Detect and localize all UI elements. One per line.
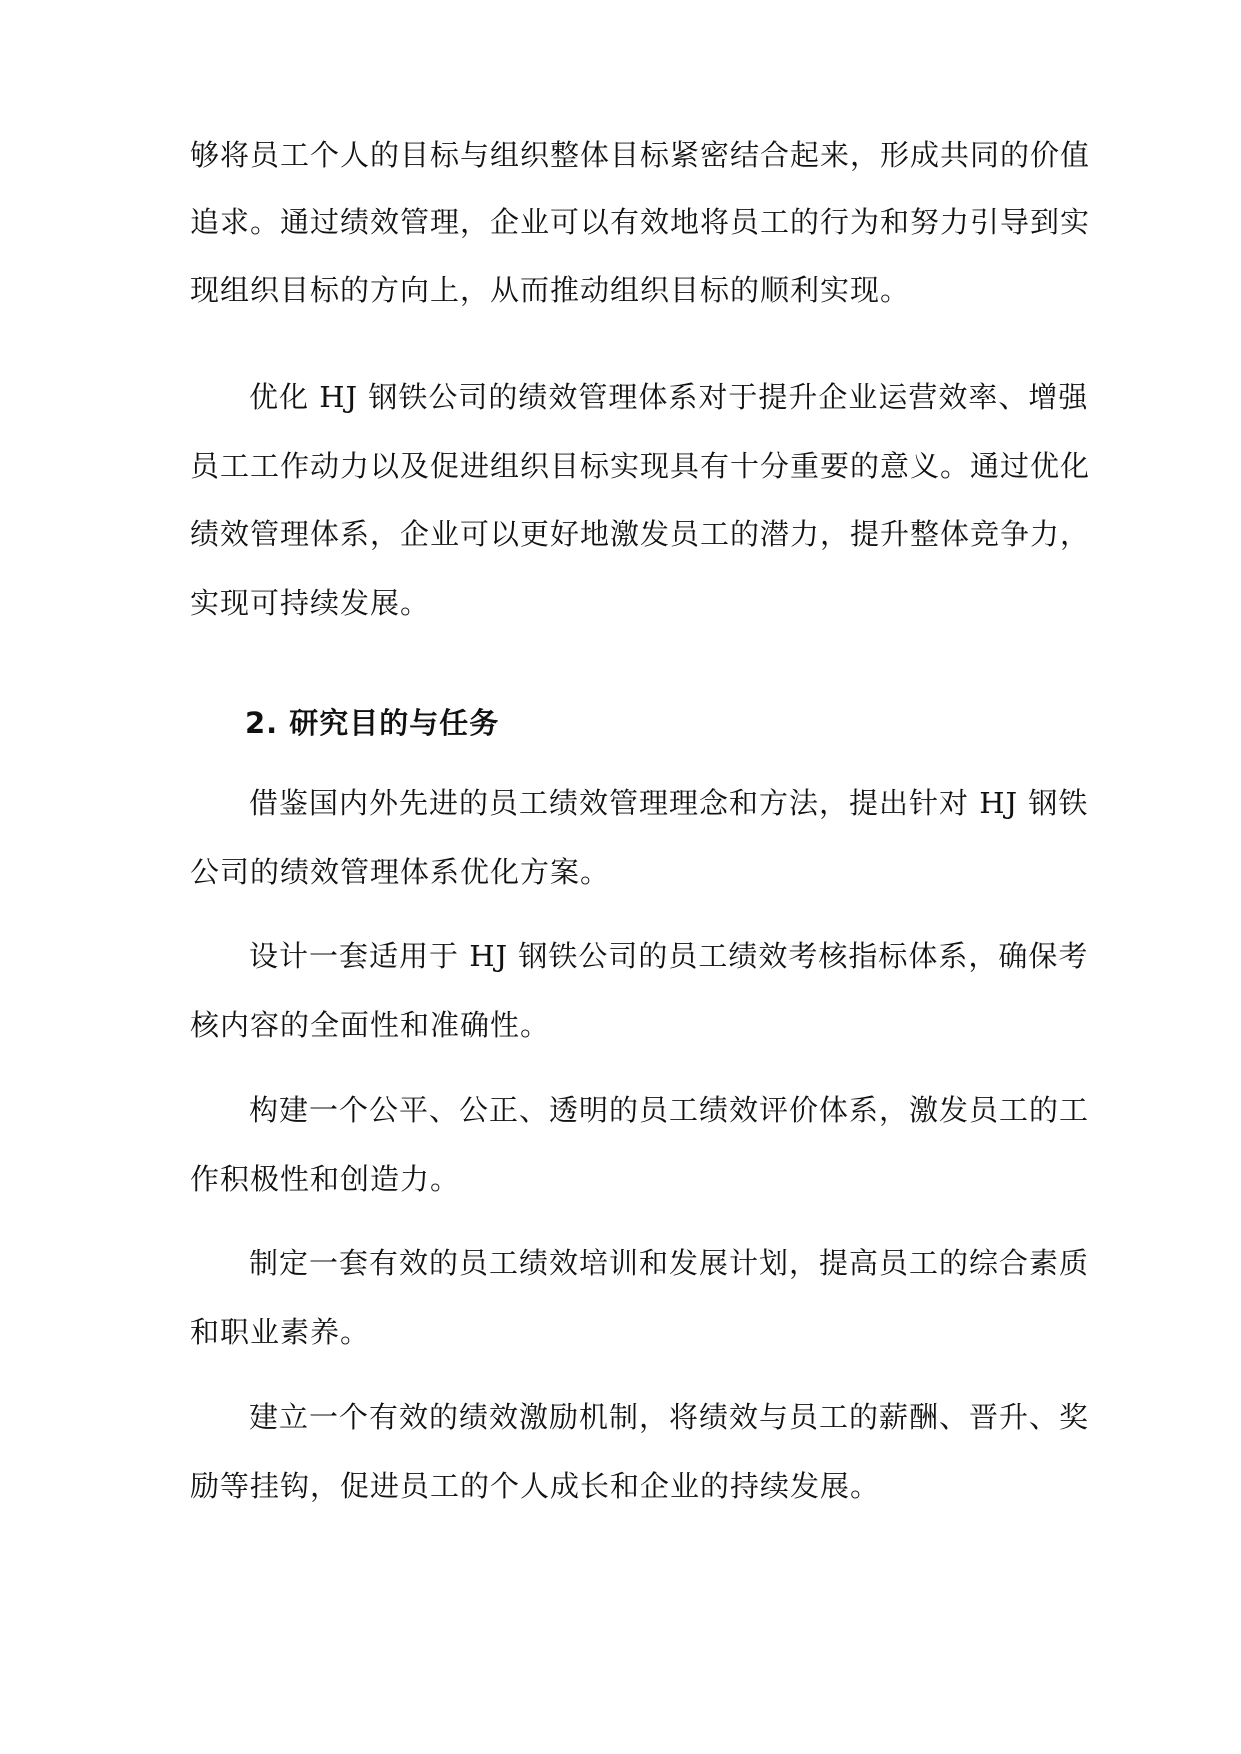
paragraph-line: 绩效管理体系，企业可以更好地激发员工的潜力，提升整体竞争力， [190,517,1091,551]
section-heading: 2. 研究目的与任务 [245,706,500,740]
paragraph-line: 追求。通过绩效管理，企业可以有效地将员工的行为和努力引导到实 [190,205,1091,239]
item-line: 设计一套适用于 HJ 钢铁公司的员工绩效考核指标体系，确保考 [249,939,1089,973]
item-line: 建立一个有效的绩效激励机制，将绩效与员工的薪酬、晋升、奖 [249,1400,1090,1434]
item-line: 作积极性和创造力。 [190,1162,461,1196]
paragraph-line: 员工工作动力以及促进组织目标实现具有十分重要的意义。通过优化 [190,449,1091,483]
paragraph-line: 够将员工个人的目标与组织整体目标紧密结合起来，形成共同的价值 [190,138,1091,172]
item-line: 励等挂钩，促进员工的个人成长和企业的持续发展。 [190,1469,881,1503]
item-line: 借鉴国内外先进的员工绩效管理理念和方法，提出针对 HJ 钢铁 [249,786,1089,820]
item-line: 构建一个公平、公正、透明的员工绩效评价体系，激发员工的工 [249,1093,1090,1127]
paragraph-line: 优化 HJ 钢铁公司的绩效管理体系对于提升企业运营效率、增强 [249,380,1089,414]
paragraph-line: 实现可持续发展。 [190,586,431,620]
item-line: 制定一套有效的员工绩效培训和发展计划，提高员工的综合素质 [249,1246,1090,1280]
paragraph-line: 现组织目标的方向上，从而推动组织目标的顺利实现。 [190,273,911,307]
item-line: 公司的绩效管理体系优化方案。 [190,855,611,889]
item-line: 和职业素养。 [190,1315,371,1349]
item-line: 核内容的全面性和准确性。 [190,1008,551,1042]
